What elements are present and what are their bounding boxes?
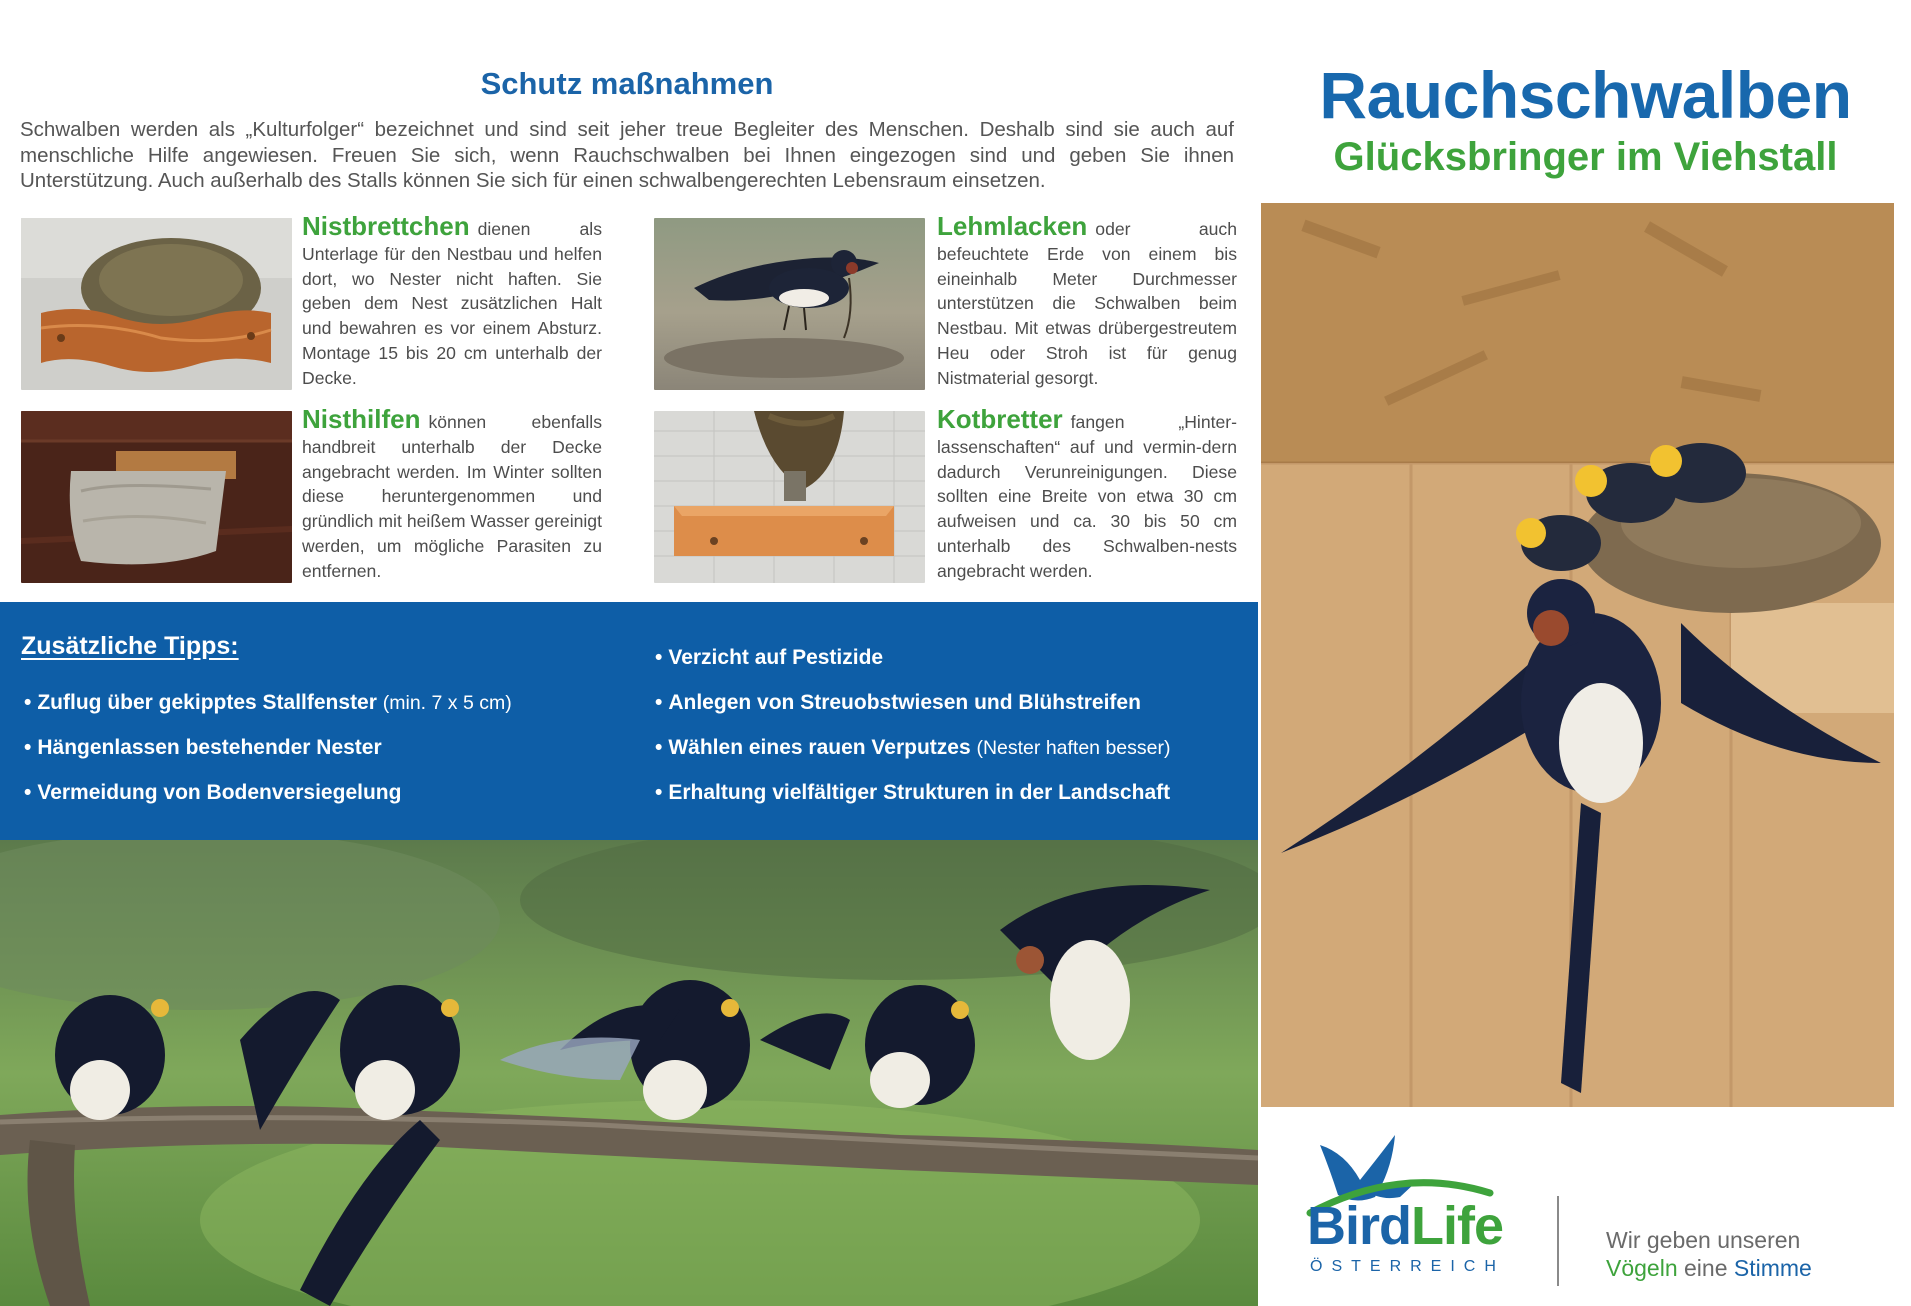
extra-tip-text: Wählen eines rauen Verputzes [668,736,971,759]
slogan-line-2 [1606,1254,1812,1282]
tip-body: oder auch befeuchtete Erde von einem bis eineinhalb Meter Durchmesser unterstützen die Schwalben beim Nestbau. Mit etwas drübergestreutem Heu oder Stroh ist für genug Nistmaterial gesorgt. [937,219,1237,388]
lehmlacken-photo [654,218,925,390]
extra-tip-text: Vermeidung von Bodenversiegelung [37,781,402,804]
tip-title: Kotbretter [937,404,1063,434]
swallows-branch-photo [0,840,1258,1306]
tip-lehmlacken [937,211,1237,391]
extra-tips-band [0,602,1258,840]
extra-tip-text: Anlegen von Streuobstwiesen und Blühstreifen [668,691,1141,714]
extra-tips-right-list [655,645,1170,825]
tip-nisthilfen [302,404,602,584]
slogan-line-1: Wir geben unseren [1606,1227,1801,1253]
extra-tip-item [24,780,512,825]
tip-kotbretter [937,404,1237,584]
slogan [1606,1226,1812,1282]
wordmark-bird: Bird [1307,1196,1411,1256]
nest-feeding-photo [1261,203,1894,1107]
extra-tips-title: Zusätzliche Tipps: [21,632,239,660]
tip-title: Nisthilfen [302,404,421,434]
cover-subtitle: Glücksbringer im Viehstall [1333,135,1838,179]
extra-tip-item [655,780,1170,825]
slogan-word-stimme: Stimme [1733,1255,1812,1281]
extra-tip-note: (min. 7 x 5 cm) [382,692,512,714]
nisthilfen-photo [21,411,292,583]
wordmark-life: Life [1411,1196,1504,1256]
bullet: • [24,691,32,714]
logo-country: ÖSTERREICH [1310,1258,1505,1275]
extra-tip-text: Zuflug über gekipptes Stallfenster [37,691,377,714]
logo-divider [1557,1196,1559,1286]
tip-body: fangen „Hinter-lassenschaften“ auf und vermin-dern dadurch Verunreinigungen. Diese sollten eine Breite von etwa 30 cm aufweisen und ca. 30 bis 50 cm unterhalb des Schwalben-nests angebracht werden. [937,412,1237,581]
extra-tip-text: Hängenlassen bestehender Nester [37,736,382,759]
tip-body: können ebenfalls handbreit unterhalb der Decke angebracht werden. Im Winter sollten diese heruntergenommen und gründlich mit heißem Wasser gereinigt werden, um mögliche Parasiten zu entfernen. [302,412,602,581]
extra-tip-item [24,735,512,780]
extra-tip-text: Verzicht auf Pestizide [668,646,884,669]
bullet: • [24,781,32,804]
bullet: • [655,646,663,669]
bullet: • [655,736,663,759]
birdlife-wordmark [1307,1195,1503,1257]
extra-tip-text: Erhaltung vielfältiger Strukturen in der Landschaft [668,781,1171,804]
kotbretter-photo [654,411,925,583]
tip-title: Nistbrettchen [302,211,470,241]
slogan-word-eine: eine [1684,1255,1728,1281]
bullet: • [655,691,663,714]
extra-tip-note: (Nester haften besser) [976,737,1171,759]
extra-tip-item [655,645,1170,690]
extra-tips-left-list [24,690,512,825]
tip-nistbrettchen [302,211,602,391]
bullet: • [655,781,663,804]
nistbrettchen-photo [21,218,292,390]
extra-tip-item [655,735,1170,780]
intro-paragraph: Schwalben werden als „Kulturfolger“ bezeichnet und sind seit jeher treue Begleiter des Menschen. Deshalb sind sie auch auf menschliche Hilfe angewiesen. Freuen Sie sich, wenn Rauchschwalben bei Ihnen eingezogen sind und geben Sie ihnen Unterstützung. Auch außerhalb des Stalls können Sie sich für einen schwalbengerechten Lebensraum einsetzen. [20,118,1234,192]
extra-tip-item [24,690,512,735]
slogan-word-voegeln: Vögeln [1606,1255,1678,1281]
bullet: • [24,736,32,759]
extra-tip-item [655,690,1170,735]
tip-title: Lehmlacken [937,211,1088,241]
tip-body: dienen als Unterlage für den Nestbau und helfen dort, wo Nester nicht haften. Sie geben dem Nest zusätzlichen Halt und bewahren es vor einem Absturz. Montage 15 bis 20 cm unterhalb der Decke. [302,219,602,388]
section-heading: Schutz maßnahmen [480,66,774,101]
cover-title: Rauchschwalben [1319,58,1852,132]
